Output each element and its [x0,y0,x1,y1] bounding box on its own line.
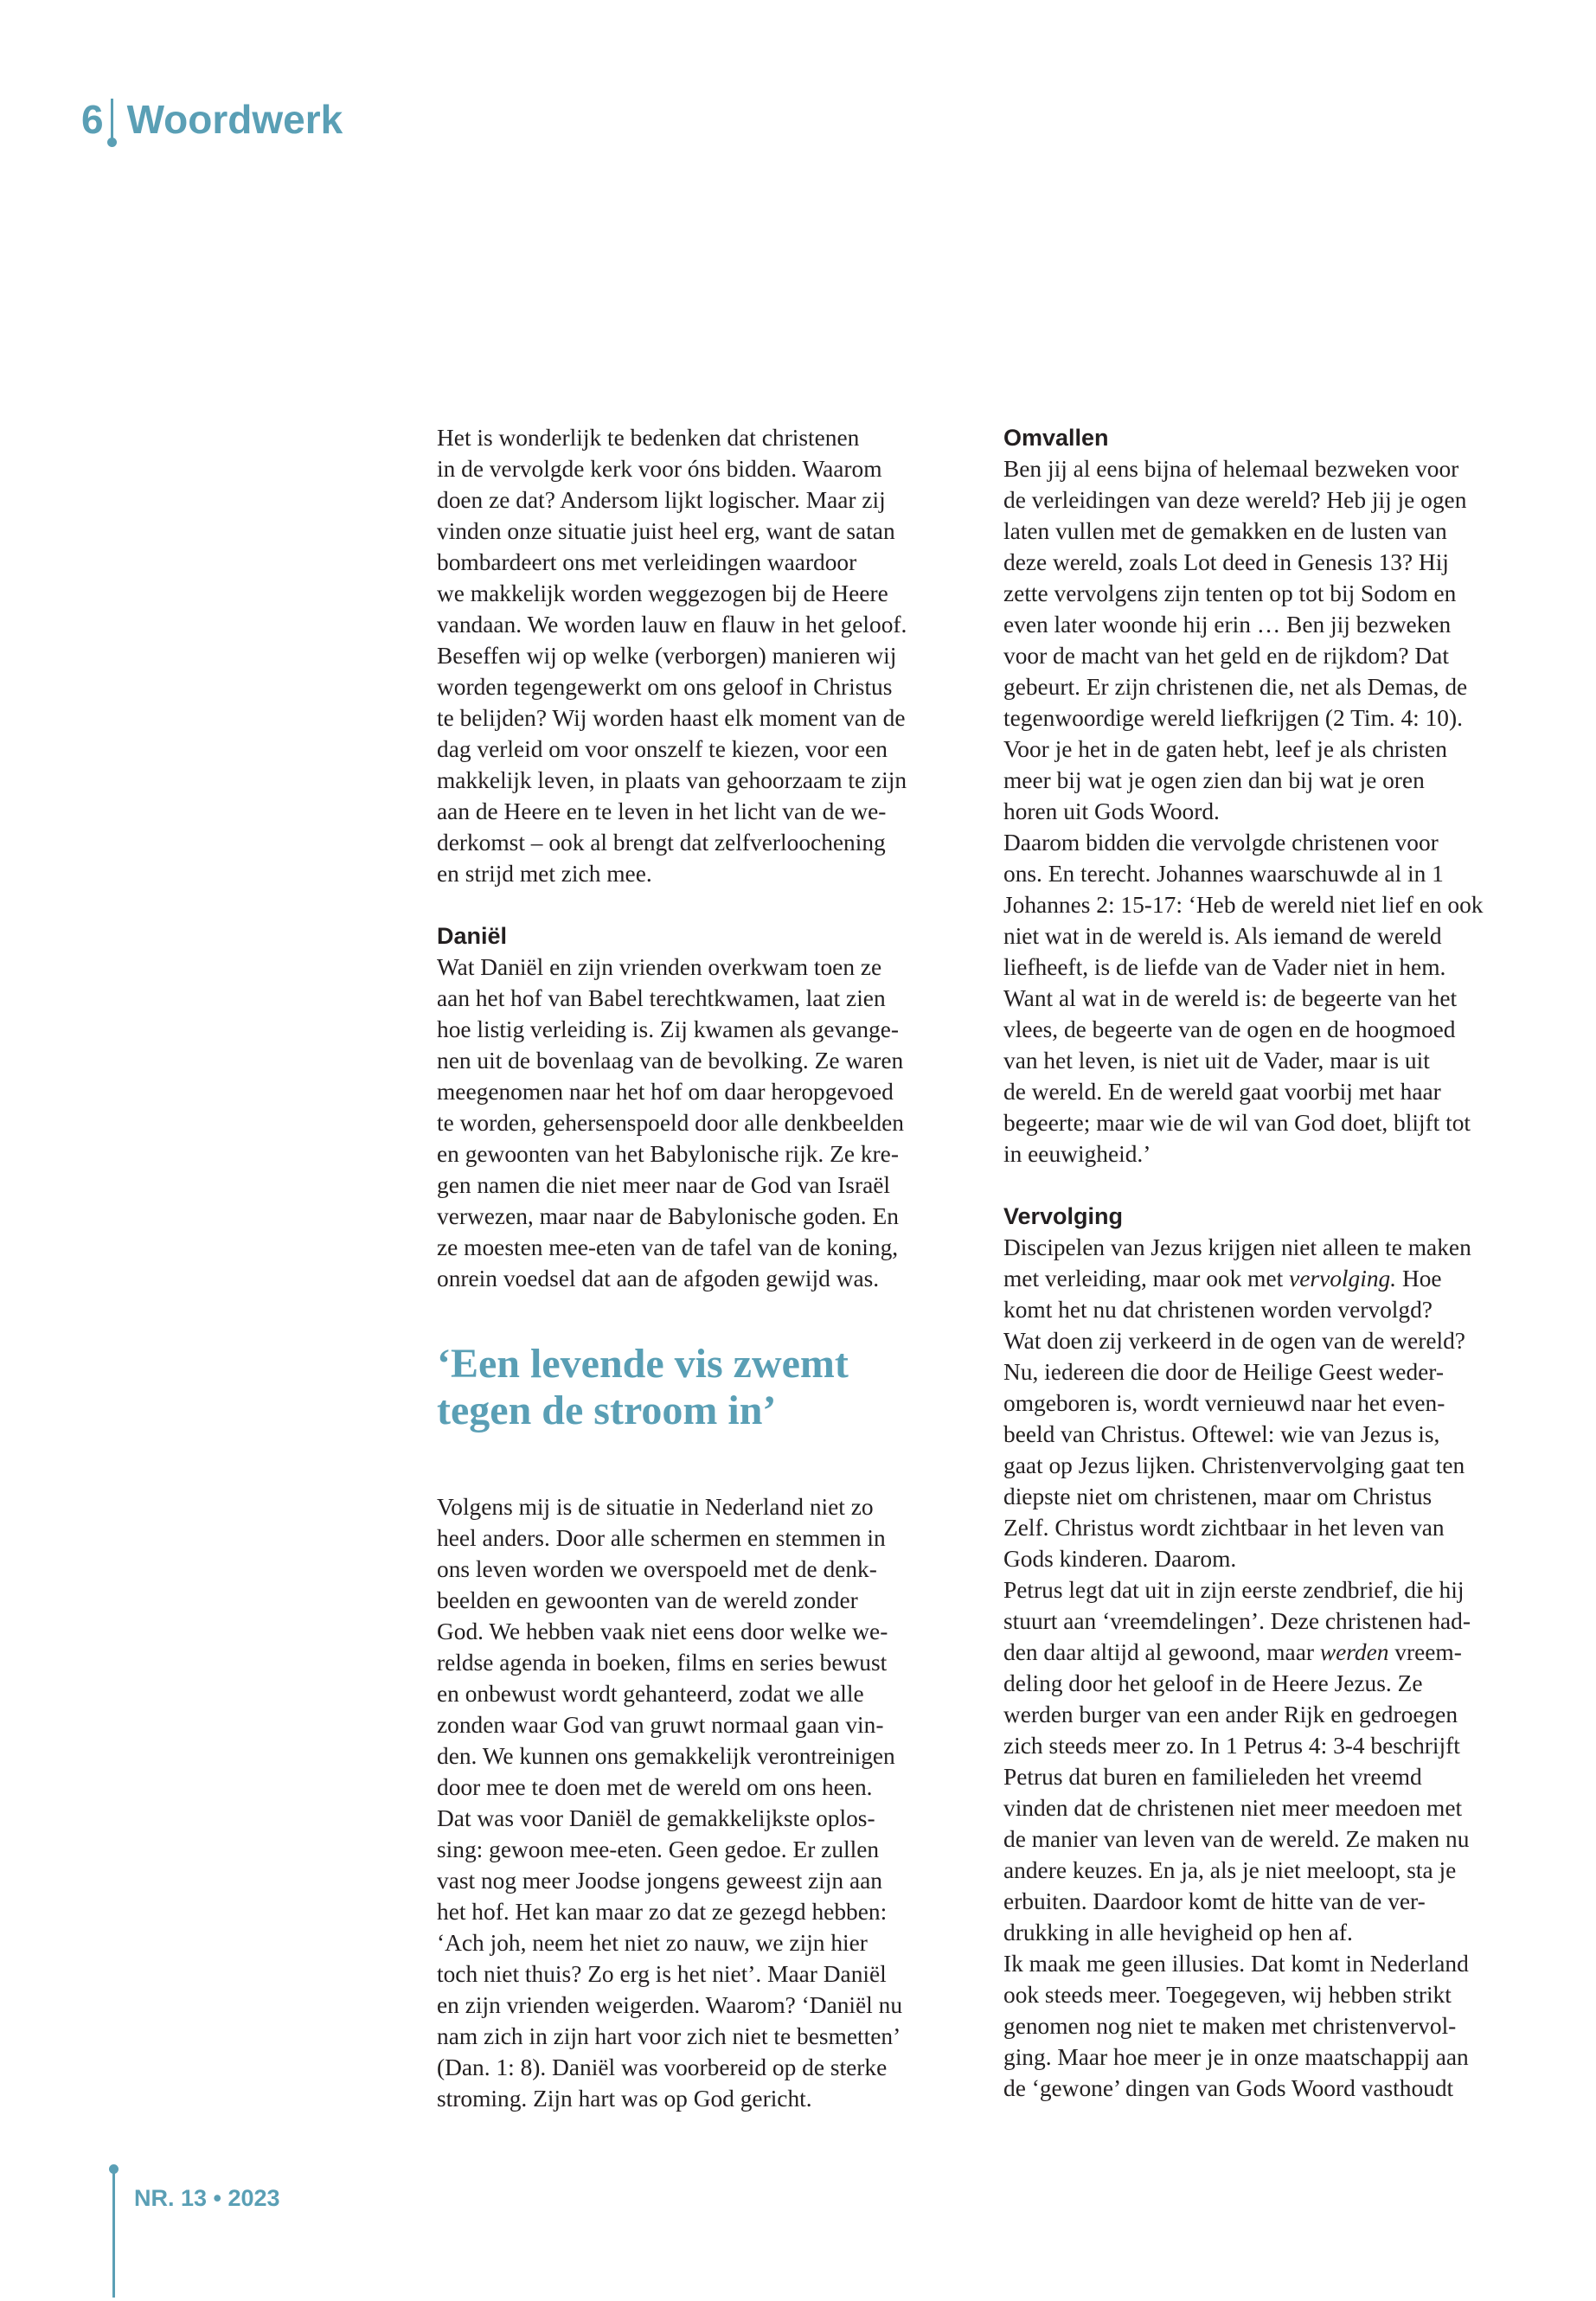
right-column [1003,422,1548,2104]
petrus-paragraph [1003,1574,1548,1948]
issue-label: NR. 13 • 2023 [134,2185,280,2211]
magazine-title: Woordwerk [126,97,343,142]
petrus-text-a: Petrus legt dat uit in zijn eerste zendbrief, die hij stuurt aan ‘vreemdelingen’. Deze christenen had- den daar altijd al gewoond, maar [1003,1577,1471,1665]
omvallen-paragraph-2: Daarom bidden die vervolgde christenen voor ons. En terecht. Johannes waarschuwde al in 1 Johannes 2: 15-17: ‘Heb de wereld niet lief en ook niet wat in de wereld is. Als iemand de wereld liefheeft, is de liefde van de Vader niet in hem. Want al wat in de wereld is: de begeerte van het vlees, de begeerte van de ogen en de hoogmoed van het leven, is niet uit de Vader, maar is uit de wereld. En de wereld gaat voorbij met haar begeerte; maar wie de wil van God doet, blijft tot in eeuwigheid.’ [1003,830,1484,1167]
petrus-emphasis: werden [1319,1639,1389,1665]
subheading-omvallen: Omvallen [1003,425,1109,451]
omvallen-paragraph: Ben jij al eens bijna of helemaal bezweken voor de verleidingen van deze wereld? Heb jij je ogen laten vullen met de gemakken en de lusten van deze wereld, zoals Lot deed in Genesis 13? Hij zette vervolgens zijn tenten op tot bij Sodom en even later woonde hij erin … Ben jij bezweken voor de macht van het geld en de rijkdom? Dat gebeurt. Er zijn christenen die, net als Demas, de tegenwoordige wereld liefkrijgen (2 Tim. 4: 10). Voor je het in de gaten hebt, leef je als christen meer bij wat je ogen zien dan bij wat je oren horen uit Gods Woord. [1003,456,1468,824]
vervolging-text-b: Hoe komt het nu dat christenen worden vervolgd? Wat doen zij verkeerd in de ogen van de wereld? Nu, iedereen die door de Heilige Geest weder- omgeboren is, wordt vernieuwd naar het even- beeld van Christus. Oftewel: wie van Jezus is, gaat op Jezus lijken. Christenvervolging gaat ten diepste niet om christenen, maar om Christus Zelf. Christus wordt zichtbaar in het leven van Gods kinderen. Daarom. [1003,1266,1465,1572]
left-column [437,422,973,2114]
footer-divider [112,2170,115,2298]
subheading-vervolging: Vervolging [1003,1203,1124,1229]
body-paragraph: Volgens mij is de situatie in Nederland niet zo heel anders. Door alle schermen en stemmen in ons leven worden we overspoeld met de denk- beelden en gewoonten van de wereld zonder God. We hebben vaak niet eens door welke we- reldse agenda in boeken, films en series bewust en onbewust wordt gehanteerd, zodat we alle zonden waar God van gruwt normaal gaan vin- den. We kunnen ons gemakkelijk verontreinigen door mee te doen met de wereld om ons heen. Dat was voor Daniël de gemakkelijkste oplos- sing: gewoon mee-eten. Geen gedoe. Er zullen vast nog meer Joodse jongens geweest zijn aan het hof. Het kan maar zo dat ze gezegd hebben: ‘Ach joh, neem het niet zo nauw, we zijn hier toch niet thuis? Zo erg is het niet’. Maar Daniël en zijn vrienden weigerden. Waarom? ‘Daniël nu nam zich in zijn hart voor zich niet te besmetten’ (Dan. 1: 8). Daniël was voorbereid op de sterke stroming. Zijn hart was op God gericht. [437,1494,903,2112]
intro-paragraph: Het is wonderlijk te bedenken dat christenen in de vervolgde kerk voor óns bidden. Waarom doen ze dat? Andersom lijkt logischer. Maar zij vinden onze situatie juist heel erg, want de satan bombardeert ons met verleidingen waardoor we makkelijk worden weggezogen bij de Heere vandaan. We worden lauw en flauw in het geloof. Beseffen wij op welke (verborgen) manieren wij worden tegengewerkt om ons geloof in Christus te belijden? Wij worden haast elk moment van de dag verleid om voor onszelf te kiezen, voor een makkelijk leven, in plaats van gehoorzaam te zijn aan de Heere en te leven in het licht van de we- derkomst – ook al brengt dat zelfverloochening en strijd met zich mee. [437,425,907,887]
vervolging-paragraph [1003,1232,1548,1574]
spacer [1003,1170,1548,1201]
header-divider [111,99,113,140]
illusies-paragraph: Ik maak me geen illusies. Dat komt in Nederland ook steeds meer. Toegegeven, wij hebben strikt genomen nog niet te maken met christenvervol- ging. Maar hoe meer je in onze maatschappij aan de ‘gewone’ dingen van Gods Woord vasthoudt [1003,1951,1469,2101]
subheading-daniel: Daniël [437,923,508,949]
vervolging-emphasis: vervolging. [1289,1266,1397,1292]
pull-quote: ‘Een levende vis zwemt tegen de stroom in’ [437,1341,849,1433]
vervolging-text-a: Discipelen van Jezus krijgen niet alleen te maken met verleiding, maar ook met [1003,1234,1471,1292]
daniel-paragraph: Wat Daniël en zijn vrienden overkwam toen ze aan het hof van Babel terechtkwamen, laat zien hoe listig verleiding is. Zij kwamen als gevange- nen uit de bovenlaag van de bevolking. Ze waren meegenomen naar het hof om daar heropgevoed te worden, gehersenspoeld door alle denkbeelden en gewoonten van het Babylonische rijk. Ze kre- gen namen die niet meer naar de God van Israël verwezen, maar naar de Babylonische goden. En ze moesten mee-eten van de tafel van de koning, onrein voedsel dat aan de afgoden gewijd was. [437,954,905,1292]
petrus-text-b: vreem- deling door het geloof in de Heere Jezus. Ze werden burger van een ander Rijk en gedroegen zich steeds meer zo. In 1 Petrus 4: 3-4 beschrijft Petrus dat buren en familieleden het vreemd vinden dat de christenen niet meer meedoen met de manier van leven van de wereld. Ze maken nu andere keuzes. En ja, als je niet meeloopt, sta je erbuiten. Daardoor komt de hitte van de ver- drukking in alle hevigheid op hen af. [1003,1639,1470,1945]
spacer [437,889,973,920]
page-number: 6 [81,97,104,142]
page-header [81,93,343,145]
